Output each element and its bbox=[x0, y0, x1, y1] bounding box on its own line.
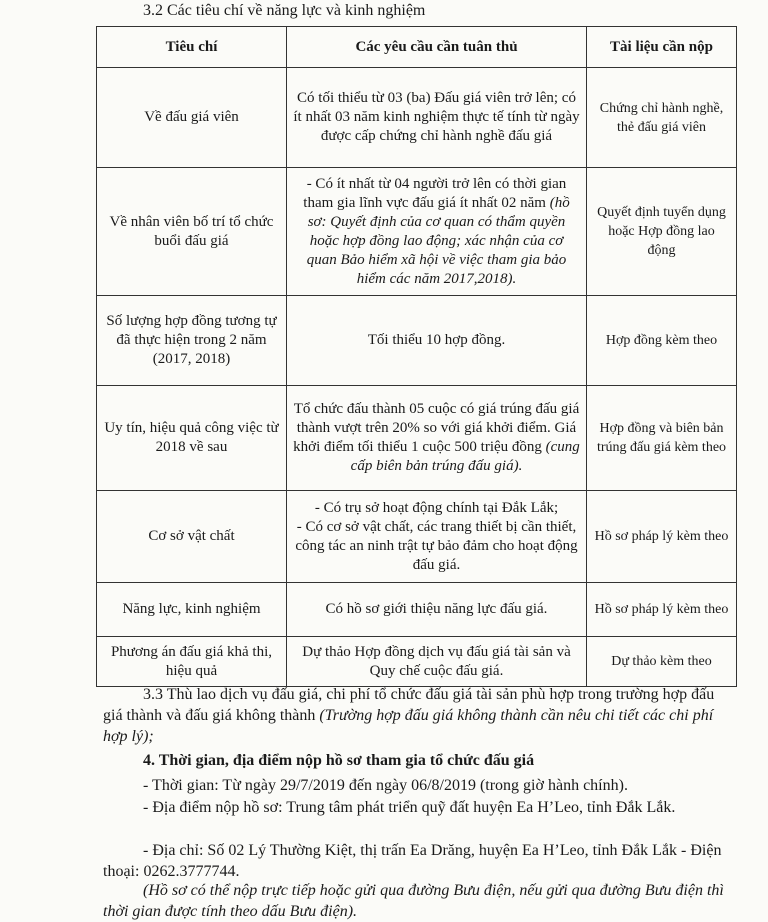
documents-cell: Hồ sơ pháp lý kèm theo bbox=[587, 491, 737, 583]
criterion-cell: Về nhân viên bố trí tổ chức buổi đấu giá bbox=[97, 168, 287, 296]
header-criterion: Tiêu chí bbox=[97, 27, 287, 68]
requirement-cell: Có tối thiểu từ 03 (ba) Đấu giá viên trở lên; có ít nhất 03 năm kinh nghiệm thực tế tính từ ngày được cấp chứng chỉ hành nghề đấu giá bbox=[287, 68, 587, 168]
requirement-text: Tổ chức đấu thành 05 cuộc có giá trúng đấu giá thành vượt trên 20% so với giá khởi điểm. Giá khởi điểm tối thiểu 1 cuộc 500 triệu đồng bbox=[293, 401, 580, 455]
documents-cell: Dự thảo kèm theo bbox=[587, 637, 737, 687]
section-3-3-note: (Trường hợp đấu giá không thành cần nêu chi tiết các chi phí hợp lý); bbox=[103, 707, 714, 745]
section-3-2-heading: 3.2 Các tiêu chí về năng lực và kinh nghiệm bbox=[143, 2, 426, 19]
section-4-place: - Địa điểm nộp hồ sơ: Trung tâm phát triển quỹ đất huyện Ea H’Leo, tỉnh Đắk Lắk. bbox=[143, 799, 676, 816]
table-row bbox=[97, 491, 737, 583]
table-row bbox=[97, 168, 737, 296]
requirement-note: (hồ sơ: Quyết định của cơ quan có thẩm quyền hoặc hợp đồng lao động; xác nhận của cơ quan Bảo hiểm xã hội về việc tham gia bảo hiểm các năm 2017,2018). bbox=[306, 194, 570, 287]
requirement-cell bbox=[287, 491, 587, 583]
requirement-cell bbox=[287, 386, 587, 491]
requirement-note: (cung cấp biên bản trúng đấu giá). bbox=[350, 439, 580, 474]
criterion-cell: Cơ sở vật chất bbox=[97, 491, 287, 583]
requirement-text-2: - Có cơ sở vật chất, các trang thiết bị cần thiết, công tác an ninh trật tự bảo đảm cho hoạt động đấu giá. bbox=[295, 518, 578, 573]
documents-cell: Hợp đồng kèm theo bbox=[587, 296, 737, 386]
section-4-address: - Địa chỉ: Số 02 Lý Thường Kiệt, thị trấn Ea Drăng, huyện Ea H’Leo, tỉnh Đắk Lắk - Điện thoại: 0262.3777744. bbox=[103, 842, 722, 880]
criterion-cell: Phương án đấu giá khả thi, hiệu quả bbox=[97, 637, 287, 687]
table-row bbox=[97, 583, 737, 637]
header-documents: Tài liệu cần nộp bbox=[587, 27, 737, 68]
section-4-note bbox=[103, 880, 733, 922]
table-row bbox=[97, 637, 737, 687]
section-3-3-text: 3.3 Thù lao dịch vụ đấu giá, chi phí tổ chức đấu giá tài sản phù hợp trong trường hợp đấu giá thành và đấu giá không thành bbox=[103, 686, 715, 724]
table-header-row bbox=[97, 27, 737, 68]
criterion-cell: Uy tín, hiệu quả công việc từ 2018 về sau bbox=[97, 386, 287, 491]
section-4-heading: 4. Thời gian, địa điểm nộp hồ sơ tham gia tổ chức đấu giá bbox=[143, 752, 535, 769]
table-row bbox=[97, 68, 737, 168]
criterion-cell: Năng lực, kinh nghiệm bbox=[97, 583, 287, 637]
section-3-3-paragraph bbox=[103, 684, 733, 747]
criterion-cell: Số lượng hợp đồng tương tự đã thực hiện trong 2 năm (2017, 2018) bbox=[97, 296, 287, 386]
header-requirement: Các yêu cầu cần tuân thủ bbox=[287, 27, 587, 68]
documents-cell: Quyết định tuyển dụng hoặc Hợp đồng lao động bbox=[587, 168, 737, 296]
requirement-cell bbox=[287, 168, 587, 296]
table-row bbox=[97, 296, 737, 386]
documents-cell: Chứng chỉ hành nghề, thẻ đấu giá viên bbox=[587, 68, 737, 168]
requirement-text: - Có trụ sở hoạt động chính tại Đắk Lắk; bbox=[314, 499, 559, 516]
requirement-cell: Tối thiểu 10 hợp đồng. bbox=[287, 296, 587, 386]
criteria-table bbox=[96, 26, 737, 687]
section-4-time: - Thời gian: Từ ngày 29/7/2019 đến ngày 06/8/2019 (trong giờ hành chính). bbox=[143, 777, 628, 794]
documents-cell: Hợp đồng và biên bản trúng đấu giá kèm theo bbox=[587, 386, 737, 491]
criterion-cell: Về đấu giá viên bbox=[97, 68, 287, 168]
documents-cell: Hồ sơ pháp lý kèm theo bbox=[587, 583, 737, 637]
requirement-cell: Dự thảo Hợp đồng dịch vụ đấu giá tài sản và Quy chế cuộc đấu giá. bbox=[287, 637, 587, 687]
table-row bbox=[97, 386, 737, 491]
requirement-cell: Có hồ sơ giới thiệu năng lực đấu giá. bbox=[287, 583, 587, 637]
section-4-note-text: (Hồ sơ có thể nộp trực tiếp hoặc gửi qua đường Bưu điện, nếu gửi qua đường Bưu điện thì thời gian được tính theo dấu Bưu điện). bbox=[103, 882, 724, 920]
requirement-text: - Có ít nhất từ 04 người trở lên có thời gian tham gia lĩnh vực đấu giá ít nhất 02 năm bbox=[303, 175, 567, 211]
